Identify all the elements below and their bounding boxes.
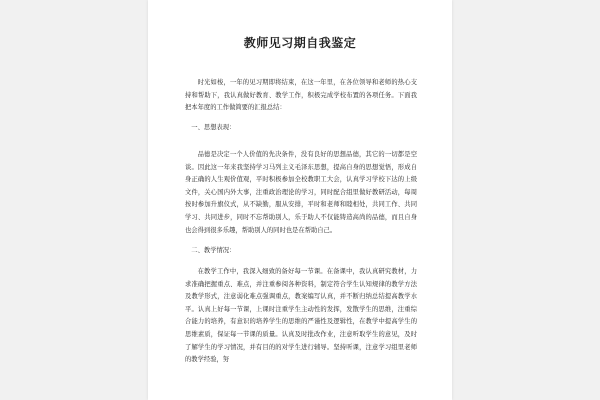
section-body-1: 品德是决定一个人价值的先决条件，没有良好的思想品德，其它的一切都是空谈。因此这一年来我坚持学习马列主义毛泽东思想，提高自身的思想觉悟，形成自身正确的人生观价值观，平时积极参加全校教职工大会，认真学习学校下达的上级文件，关心国内外大事，注重政治理论的学习，同时配合组里做好教研活动，每周按时参加升旗仪式，从不缺勤，服从安排，平时和老师和睦相处，共同工作、共同学习、共同进步，同时不忘帮助别人，乐于助人不仅能铸造高尚的品德，而且自身也会得到很多乐趣，帮助别人的同时也是在帮助自己。 [185, 151, 417, 234]
section-heading-2: 二、教学情况： [191, 247, 236, 254]
document-title: 教师见习期自我鉴定 [243, 36, 357, 50]
intro-paragraph: 时光如梭，一年的见习期即将结束，在这一年里，在各位领导和老师的热心支持和帮助下，我认真做好教育、教学工作，积极完成学校布置的各项任务。下面我把本年度的工作做简要的汇报总结： [185, 79, 417, 112]
section-heading-1: 一、思想表现： [191, 124, 236, 131]
section-body-2: 在教学工作中，我深入细致的备好每一节课。在备课中，我认真研究教材，力求准确把握重点、难点，并注重参阅各种资料，制定符合学生认知规律的教学方法及教学形式，注意弱化难点强调重点，教案编写认真，并不断归纳总结提高教学水平。认真上好每一节课，上课时注重学生主动性的发挥，发散学生的思维，注重综合能力的培养，有意识的培养学生的思维的严谨性及逻辑性，在教学中提高学生的思维素质，保证每一节课的质量。认真及时批改作业，注意听取学生的意见，及时了解学生的学习情况，并有目的的对学生进行辅导。坚持听课，注意学习组里老师的教学经验，努 [185, 268, 417, 364]
document-page [148, 0, 452, 400]
